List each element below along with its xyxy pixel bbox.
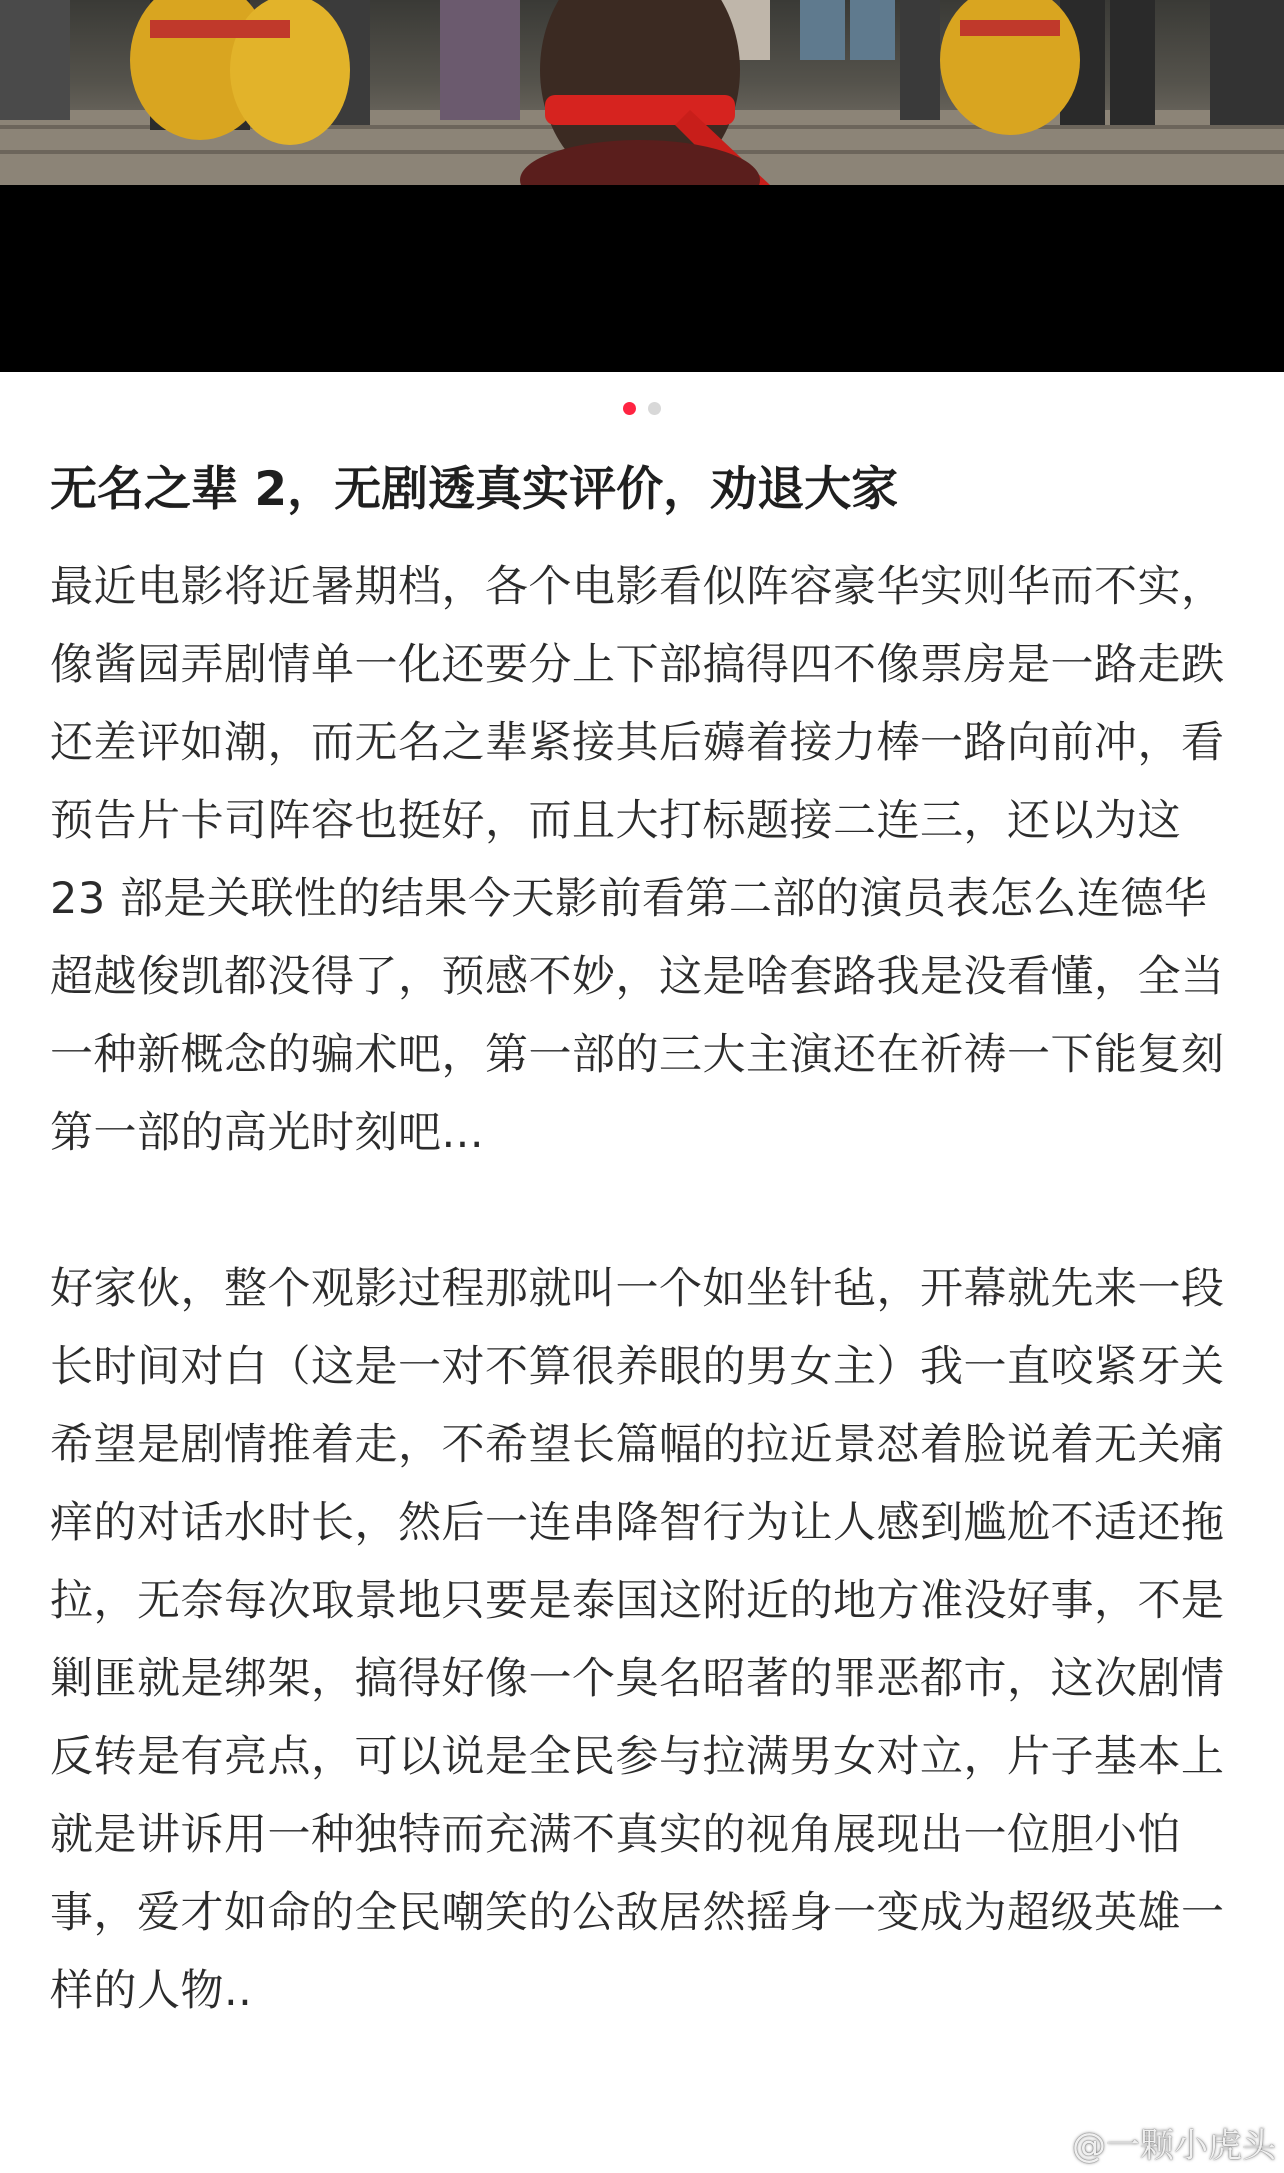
post-paragraph: 好家伙，整个观影过程那就叫一个如坐针毡，开幕就先来一段长时间对白（这是一对不算很养眼的男女主）我一直咬紧牙关希望是剧情推着走，不希望长篇幅的拉近景怼着脸说着无关痛痒的对话水时长，然后一连串降智行为让人感到尴尬不适还拖拉，无奈每次取景地只要是泰国这附近的地方准没好事，不是剿匪就是绑架，搞得好像一个臭名昭著的罪恶都市，这次剧情反转是有亮点，可以说是全民参与拉满男女对立，片子基本上就是讲诉用一种独特而充满不真实的视角展现出一位胆小怕事，爱才如命的全民嘲笑的公敌居然摇身一变成为超级英雄一样的人物.. (50, 1264, 1225, 2016)
carousel-dot-active[interactable] (623, 402, 636, 415)
carousel-indicator[interactable] (0, 402, 1284, 416)
movie-still-illustration (0, 0, 1284, 185)
movie-still-image (0, 0, 1284, 185)
paragraph-spacer (50, 1172, 1234, 1250)
post-image-carousel[interactable] (0, 0, 1284, 372)
weibo-icon (1020, 2122, 1066, 2162)
post-title: 无名之辈 2，无剧透真实评价，劝退大家 (50, 462, 899, 517)
post-body (50, 548, 1234, 2030)
weibo-watermark (1020, 2118, 1276, 2166)
post-paragraph: 最近电影将近暑期档，各个电影看似阵容豪华实则华而不实，像酱园弄剧情单一化还要分上下部搞得四不像票房是一路走跌还差评如潮，而无名之辈紧接其后薅着接力棒一路向前冲，看预告片卡司阵容也挺好，而且大打标题接二连三，还以为这 23 部是关联性的结果今天影前看第二部的演员表怎么连德华超越俊凯都没得了，预感不妙，这是啥套路我是没看懂，全当一种新概念的骗术吧，第一部的三大主演还在祈祷一下能复刻第一部的高光时刻吧... (50, 562, 1225, 1158)
watermark-text: @一颗小虎头 (1072, 2125, 1276, 2166)
carousel-dot[interactable] (648, 402, 661, 415)
